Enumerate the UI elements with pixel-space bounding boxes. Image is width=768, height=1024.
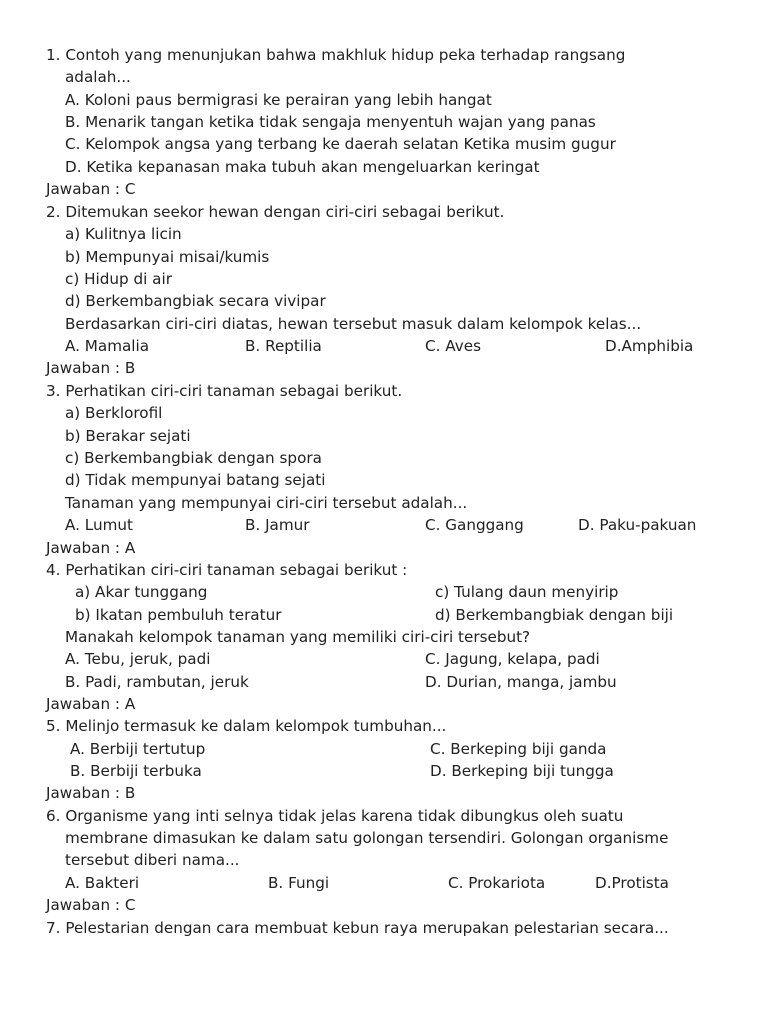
trait-c: c) Berkembangbiak dengan spora	[65, 449, 322, 467]
option-a: A. Tebu, jeruk, padi	[65, 650, 211, 668]
trait-a: a) Berklorofil	[65, 404, 163, 422]
question-stem: Ditemukan seekor hewan dengan ciri-ciri sebagai berikut.	[65, 203, 505, 221]
question-prompt: Manakah kelompok tanaman yang memiliki ciri-ciri tersebut?	[65, 628, 531, 646]
option-c: C. Jagung, kelapa, padi	[425, 650, 600, 668]
option-a: A. Berbiji tertutup	[70, 740, 206, 758]
answer-1: Jawaban : C	[46, 180, 136, 198]
option-d: D. Berkeping biji tungga	[430, 762, 614, 780]
question-number: 2.	[46, 203, 61, 221]
option-c: C. Aves	[425, 337, 482, 355]
answer-4: Jawaban : A	[46, 695, 136, 713]
trait-a: a) Kulitnya licin	[65, 225, 182, 243]
option-b: B. Fungi	[268, 874, 330, 892]
option-d: D. Paku-pakuan	[578, 516, 697, 534]
question-6-line-3: tersebut diberi nama...	[65, 851, 240, 869]
trait-b: b) Ikatan pembuluh teratur	[75, 606, 282, 624]
answer-6: Jawaban : C	[46, 896, 136, 914]
question-stem: Perhatikan ciri-ciri tanaman sebagai berikut.	[65, 382, 403, 400]
question-6-line-2: membrane dimasukan ke dalam satu golongan tersendiri. Golongan organisme	[65, 829, 669, 847]
option-b: B. Menarik tangan ketika tidak sengaja menyentuh wajan yang panas	[65, 113, 596, 131]
option-c: C. Berkeping biji ganda	[430, 740, 607, 758]
question-number: 7.	[46, 919, 61, 937]
question-2-line-1	[46, 201, 504, 223]
question-number: 6.	[46, 807, 61, 825]
option-a: A. Mamalia	[65, 337, 150, 355]
option-c: C. Ganggang	[425, 516, 524, 534]
trait-d: d) Berkembangbiak secara vivipar	[65, 292, 326, 310]
question-number: 3.	[46, 382, 61, 400]
question-prompt: Berdasarkan ciri-ciri diatas, hewan tersebut masuk dalam kelompok kelas...	[65, 315, 642, 333]
question-number: 1.	[46, 46, 61, 64]
question-number: 4.	[46, 561, 61, 579]
option-d: D.Amphibia	[605, 337, 694, 355]
question-number: 5.	[46, 717, 61, 735]
option-d: D.Protista	[595, 874, 669, 892]
question-3-line-1	[46, 380, 402, 402]
option-a: A. Koloni paus bermigrasi ke perairan yang lebih hangat	[65, 91, 492, 109]
option-b: B. Padi, rambutan, jeruk	[65, 673, 249, 691]
question-5-line-1	[46, 715, 446, 737]
option-b: B. Reptilia	[245, 337, 322, 355]
question-stem: Perhatikan ciri-ciri tanaman sebagai berikut :	[65, 561, 408, 579]
answer-5: Jawaban : B	[46, 784, 136, 802]
question-stem: Pelestarian dengan cara membuat kebun raya merupakan pelestarian secara...	[65, 919, 669, 937]
trait-d: d) Berkembangbiak dengan biji	[435, 606, 674, 624]
question-stem: Contoh yang menunjukan bahwa makhluk hidup peka terhadap rangsang	[65, 46, 626, 64]
trait-c: c) Tulang daun menyirip	[435, 583, 619, 601]
trait-a: a) Akar tunggang	[75, 583, 208, 601]
trait-b: b) Mempunyai misai/kumis	[65, 248, 270, 266]
option-d: D. Ketika kepanasan maka tubuh akan mengeluarkan keringat	[65, 158, 540, 176]
answer-2: Jawaban : B	[46, 359, 136, 377]
option-a: A. Bakteri	[65, 874, 140, 892]
answer-3: Jawaban : A	[46, 539, 136, 557]
question-4-line-1	[46, 559, 407, 581]
question-6-line-1	[46, 805, 623, 827]
option-c: C. Kelompok angsa yang terbang ke daerah selatan Ketika musim gugur	[65, 135, 616, 153]
option-d: D. Durian, manga, jambu	[425, 673, 617, 691]
question-7-line-1	[46, 917, 669, 939]
trait-b: b) Berakar sejati	[65, 427, 191, 445]
question-1-line-1	[46, 44, 625, 66]
question-1-line-2: adalah...	[65, 68, 131, 86]
option-c: C. Prokariota	[448, 874, 546, 892]
option-a: A. Lumut	[65, 516, 133, 534]
option-b: B. Berbiji terbuka	[70, 762, 202, 780]
trait-c: c) Hidup di air	[65, 270, 172, 288]
trait-d: d) Tidak mempunyai batang sejati	[65, 471, 326, 489]
question-stem: Organisme yang inti selnya tidak jelas karena tidak dibungkus oleh suatu	[65, 807, 624, 825]
question-stem: Melinjo termasuk ke dalam kelompok tumbuhan...	[65, 717, 447, 735]
option-b: B. Jamur	[245, 516, 310, 534]
question-prompt: Tanaman yang mempunyai ciri-ciri tersebut adalah...	[65, 494, 468, 512]
